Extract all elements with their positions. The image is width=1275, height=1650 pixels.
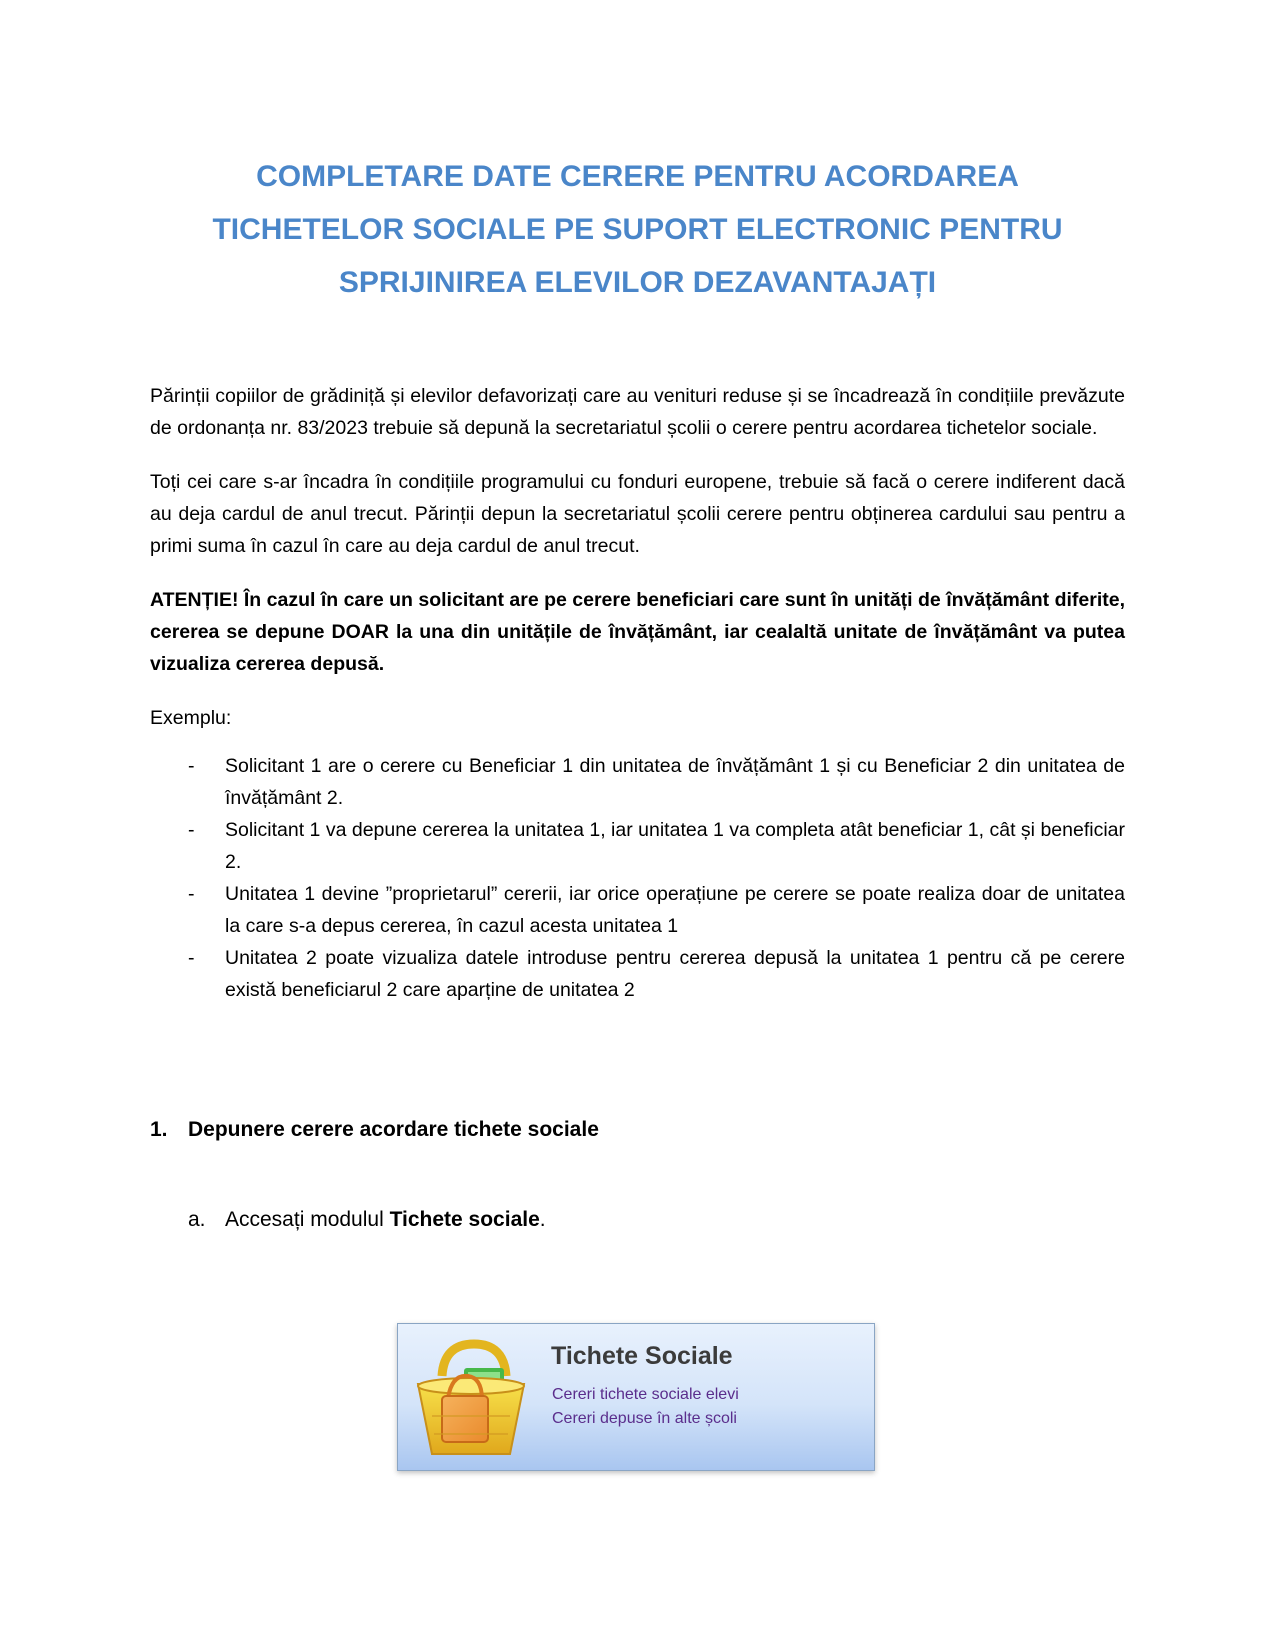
- step-letter: a.: [188, 1208, 206, 1231]
- dash-bullet: -: [188, 755, 195, 777]
- title-line-2: TICHETELOR SOCIALE PE SUPORT ELECTRONIC PENTRU: [212, 213, 1063, 246]
- list-item: [150, 942, 1125, 1006]
- document-title: [150, 150, 1125, 309]
- step-module-name: Tichete sociale: [389, 1208, 540, 1231]
- document-body: [150, 380, 1125, 1006]
- module-title: Tichete Sociale: [551, 1342, 733, 1370]
- list-item: [150, 878, 1125, 942]
- step-suffix: .: [539, 1208, 546, 1231]
- section-number: 1.: [150, 1118, 168, 1141]
- example-list: [150, 750, 1125, 1006]
- paragraph-intro: Părinții copiilor de grădiniță și elevilor defavorizați care au venituri reduse și se încadrează în condițiile prevăzute de ordonanța nr. 83/2023 trebuie să depună la secretariatul școlii o cerere pentru acordarea tichetelor sociale.: [150, 385, 1125, 439]
- title-line-1: COMPLETARE DATE CERERE PENTRU ACORDAREA: [256, 160, 1019, 193]
- list-item: [150, 814, 1125, 878]
- dash-bullet: -: [188, 819, 195, 841]
- list-item-text: Unitatea 2 poate vizualiza datele introduse pentru cererea depusă la unitatea 1 pentru că pe cerere există beneficiarul 2 care aparține de unitatea 2: [225, 947, 1125, 1001]
- tichete-sociale-module-tile[interactable]: [397, 1323, 875, 1471]
- list-item-text: Unitatea 1 devine ”proprietarul” cererii, iar orice operațiune pe cerere se poate realiza doar de unitatea la care s-a depus cererea, în cazul acesta unitatea 1: [225, 883, 1125, 937]
- list-item: [150, 750, 1125, 814]
- section-title: Depunere cerere acordare tichete sociale: [188, 1118, 599, 1141]
- dash-bullet: -: [188, 883, 195, 905]
- shopping-basket-icon: [412, 1336, 530, 1462]
- title-line-3: SPRIJINIREA ELEVILOR DEZAVANTAJAȚI: [338, 266, 937, 299]
- paragraph-warning: ATENȚIE! În cazul în care un solicitant are pe cerere beneficiari care sunt în unități de învățământ diferite, cererea se depune DOAR la una din unitățile de învățământ, iar cealaltă unitate de învățământ va putea vizualiza cererea depusă.: [150, 589, 1125, 675]
- step-instruction: [188, 1208, 546, 1232]
- link-cereri-depuse-alte-scoli[interactable]: Cereri depuse în alte școli: [552, 1410, 737, 1427]
- list-item-text: Solicitant 1 va depune cererea la unitatea 1, iar unitatea 1 va completa atât beneficiar 1, cât și beneficiar 2.: [225, 819, 1125, 873]
- step-prefix: Accesați modulul: [225, 1208, 390, 1231]
- link-cereri-tichete-sociale-elevi[interactable]: Cereri tichete sociale elevi: [552, 1386, 739, 1403]
- example-label: Exemplu:: [150, 707, 232, 729]
- list-item-text: Solicitant 1 are o cerere cu Beneficiar 1 din unitatea de învățământ 1 și cu Beneficiar 2 din unitatea de învățământ 2.: [225, 755, 1125, 809]
- dash-bullet: -: [188, 947, 195, 969]
- paragraph-eligibility: Toți cei care s-ar încadra în condițiile programului cu fonduri europene, trebuie să facă o cerere indiferent dacă au deja cardul de anul trecut. Părinții depun la secretariatul școlii cerere pentru obținerea cardului sau pentru a primi suma în cazul în care au deja cardul de anul trecut.: [150, 471, 1125, 557]
- section-heading: [150, 1118, 599, 1142]
